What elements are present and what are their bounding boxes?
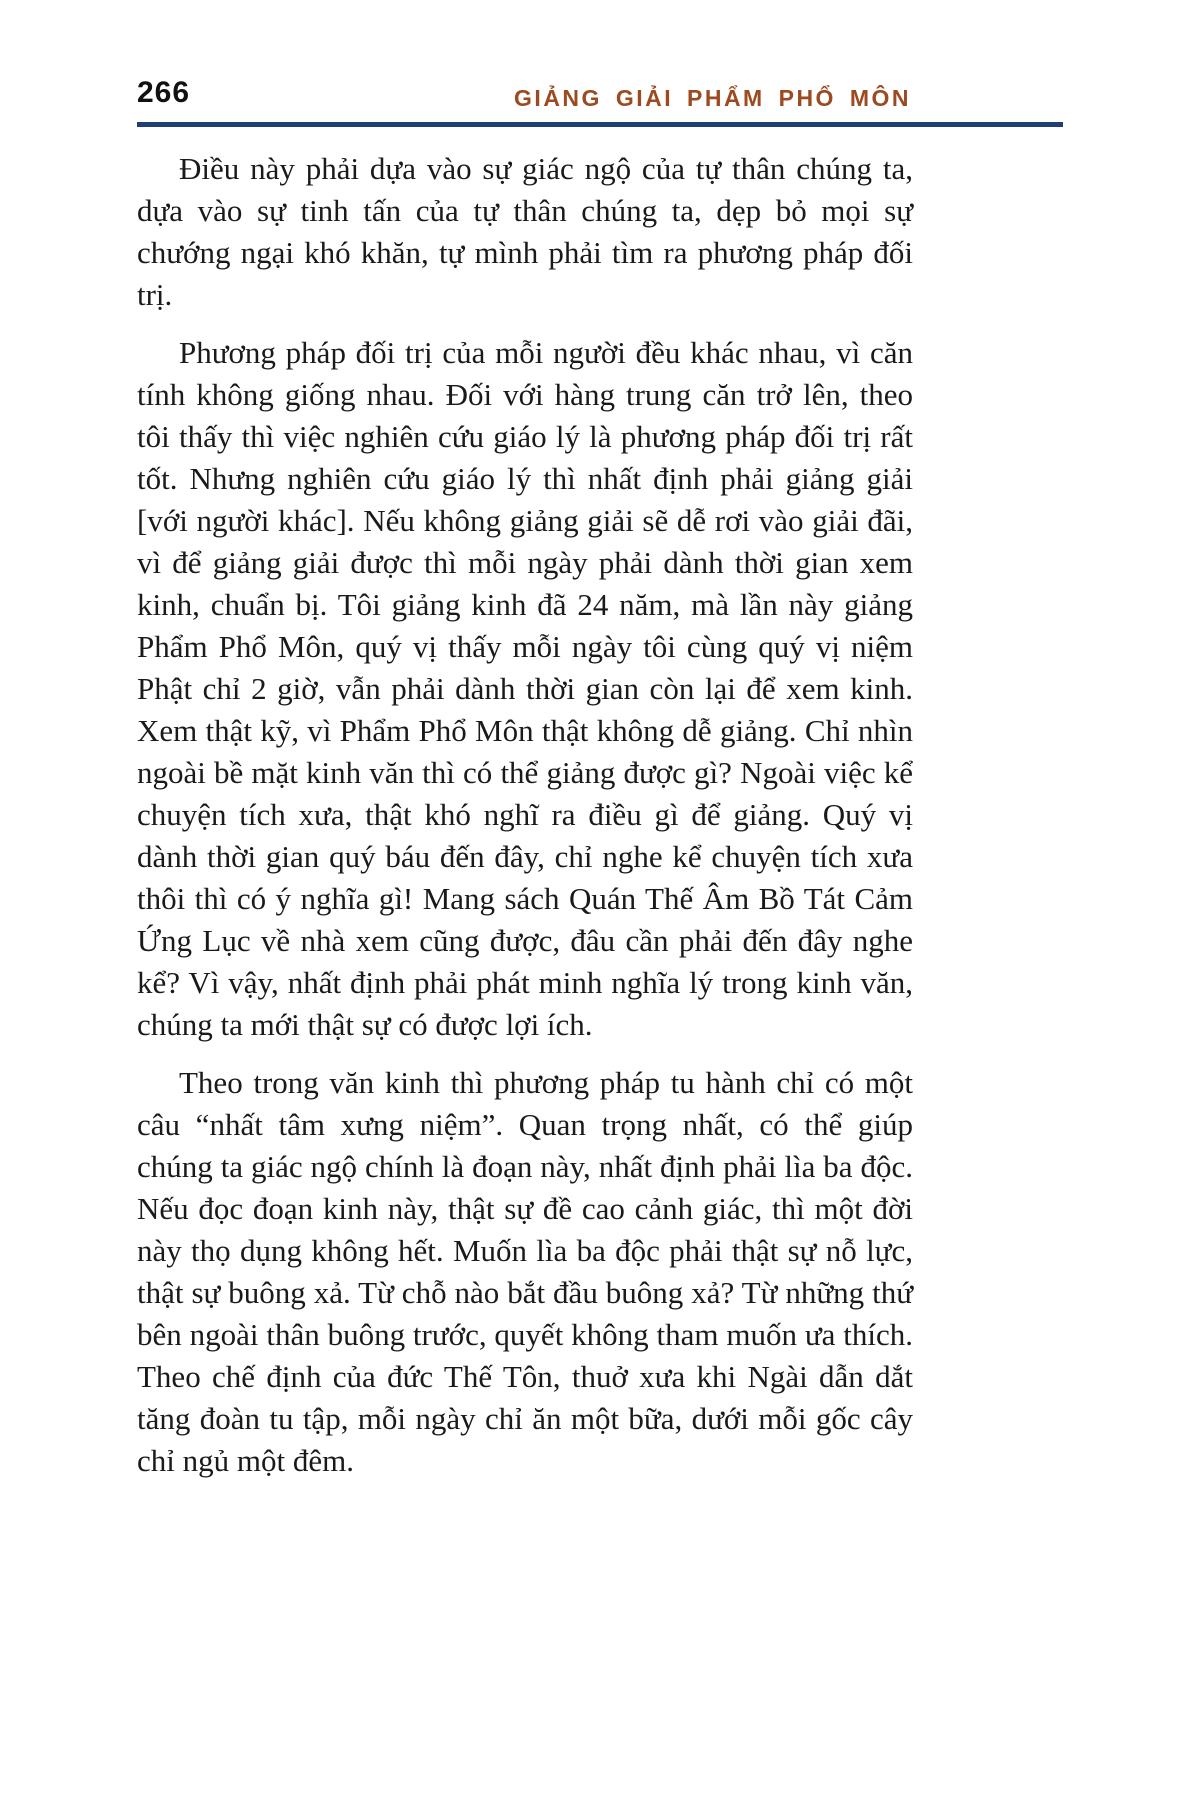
page-body bbox=[137, 148, 913, 1498]
body-paragraph-3: Theo trong văn kinh thì phương pháp tu hành chỉ có một câu “nhất tâm xưng niệm”. Quan trọng nhất, có thể giúp chúng ta giác ngộ chính là đoạn này, nhất định phải lìa ba độc. Nếu đọc đoạn kinh này, thật sự đề cao cảnh giác, thì một đời này thọ dụng không hết. Muốn lìa ba độc phải thật sự nỗ lực, thật sự buông xả. Từ chỗ nào bắt đầu buông xả? Từ những thứ bên ngoài thân buông trước, quyết không tham muốn ưa thích. Theo chế định của đức Thế Tôn, thuở xưa khi Ngài dẫn dắt tăng đoàn tu tập, mỗi ngày chỉ ăn một bữa, dưới mỗi gốc cây chỉ ngủ một đêm. bbox=[137, 1065, 913, 1478]
page-header bbox=[137, 76, 1063, 111]
body-paragraph-1: Điều này phải dựa vào sự giác ngộ của tự thân chúng ta, dựa vào sự tinh tấn của tự thân chúng ta, dẹp bỏ mọi sự chướng ngại khó khăn, tự mình phải tìm ra phương pháp đối trị. bbox=[137, 151, 913, 312]
header-rule bbox=[137, 122, 1063, 127]
running-title: GIẢNG GIẢI PHẨM PHỔ MÔN bbox=[514, 85, 911, 111]
body-paragraph-2: Phương pháp đối trị của mỗi người đều khác nhau, vì căn tính không giống nhau. Đối với hàng trung căn trở lên, theo tôi thấy thì việc nghiên cứu giáo lý là phương pháp đối trị rất tốt. Nhưng nghiên cứu giáo lý thì nhất định phải giảng giải [với người khác]. Nếu không giảng giải sẽ dễ rơi vào giải đãi, vì để giảng giải được thì mỗi ngày phải dành thời gian xem kinh, chuẩn bị. Tôi giảng kinh đã 24 năm, mà lần này giảng Phẩm Phổ Môn, quý vị thấy mỗi ngày tôi cùng quý vị niệm Phật chỉ 2 giờ, vẫn phải dành thời gian còn lại để xem kinh. Xem thật kỹ, vì Phẩm Phổ Môn thật không dễ giảng. Chỉ nhìn ngoài bề mặt kinh văn thì có thể giảng được gì? Ngoài việc kể chuyện tích xưa, thật khó nghĩ ra điều gì để giảng. Quý vị dành thời gian quý báu đến đây, chỉ nghe kể chuyện tích xưa thôi thì có ý nghĩa gì! Mang sách Quán Thế Âm Bồ Tát Cảm Ứng Lục về nhà xem cũng được, đâu cần phải đến đây nghe kể? Vì vậy, nhất định phải phát minh nghĩa lý trong kinh văn, chúng ta mới thật sự có được lợi ích. bbox=[137, 335, 913, 1042]
page-number: 266 bbox=[137, 76, 191, 109]
